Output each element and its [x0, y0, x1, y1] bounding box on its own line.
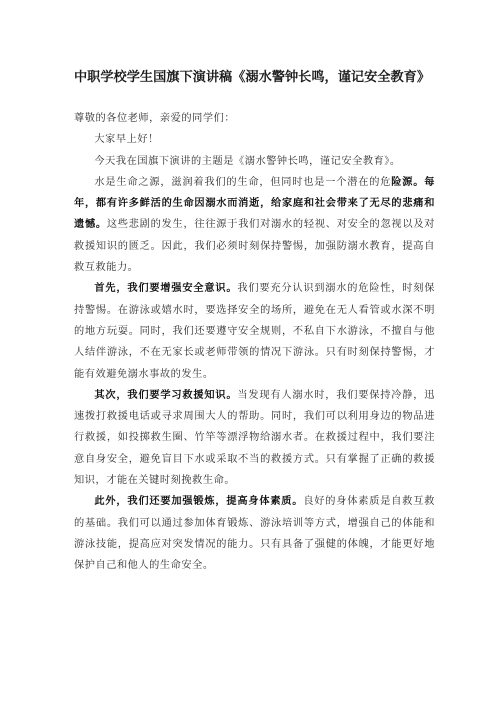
paragraph-1-emphasis: 险源。每年，都有许多鲜活的生命因溺水而消逝，给家庭和社会带来了无尽的悲痛和遗憾。: [74, 175, 435, 231]
paragraph-4: [74, 491, 435, 576]
intro-paragraph: 今天我在国旗下演讲的主题是《溺水警钟长鸣，谨记安全教育》。: [94, 155, 401, 167]
paragraph-3: [74, 385, 435, 491]
paragraph-2-text: 我们要充分认识到溺水的危险性，时刻保持警惕。在游泳或嬉水时，要选择安全的场所，避免在无人看管或水深不明的地方玩耍。同时，我们还要遵守安全规则，不私自下水游泳，不擅自与他人结伴游泳，不在无家长或老师带领的情况下游泳。只有时刻保持警惕，才能有效避免溺水事故的发生。: [74, 283, 435, 380]
paragraph-1: [74, 172, 435, 278]
document-title: 中职学校学生国旗下演讲稿《溺水警钟长鸣，谨记安全教育》: [74, 70, 431, 85]
paragraph-1-text: 这些悲剧的发生，往往源于我们对溺水的轻视、对安全的忽视以及对救援知识的匮乏。因此，我们必须时刻保持警惕，加强防溺水教育，提高自救互救能力。: [74, 219, 435, 274]
greeting: 大家早上好！: [94, 134, 159, 146]
paragraph-3-text: 当发现有人溺水时，我们要保持冷静，迅速拨打救援电话或寻求周围大人的帮助。同时，我们可以利用身边的物品进行救援，如投掷救生圈、竹竿等漂浮物给溺水者。在救援过程中，我们要注意自身安全，避免盲目下水或采取不当的救援方式。只有掌握了正确的救援知识，才能在关键时刻挽救生命。: [74, 389, 435, 487]
paragraph-1-lead: 水是生命之源，滋润着我们的生命，但同时也是一个潜在的危: [94, 176, 392, 188]
document-body: [74, 108, 435, 577]
paragraph-4-heading: 此外，我们还要加强锻炼，提高身体素质。: [94, 495, 304, 508]
salutation: 尊敬的各位老师，亲爱的同学们：: [74, 113, 236, 124]
paragraph-3-heading: 其次，我们要学习救援知识。: [94, 388, 238, 401]
paragraph-2-heading: 首先，我们要增强安全意识。: [94, 282, 238, 295]
paragraph-2: [74, 278, 435, 384]
paragraph-4-text: 良好的身体素质是自救互救的基础。我们可以通过参加体育锻炼、游泳培训等方式，增强自己的体能和游泳技能，提高应对突发情况的能力。只有具备了强健的体魄，才能更好地保护自己和他人的生命安全。: [74, 496, 435, 572]
